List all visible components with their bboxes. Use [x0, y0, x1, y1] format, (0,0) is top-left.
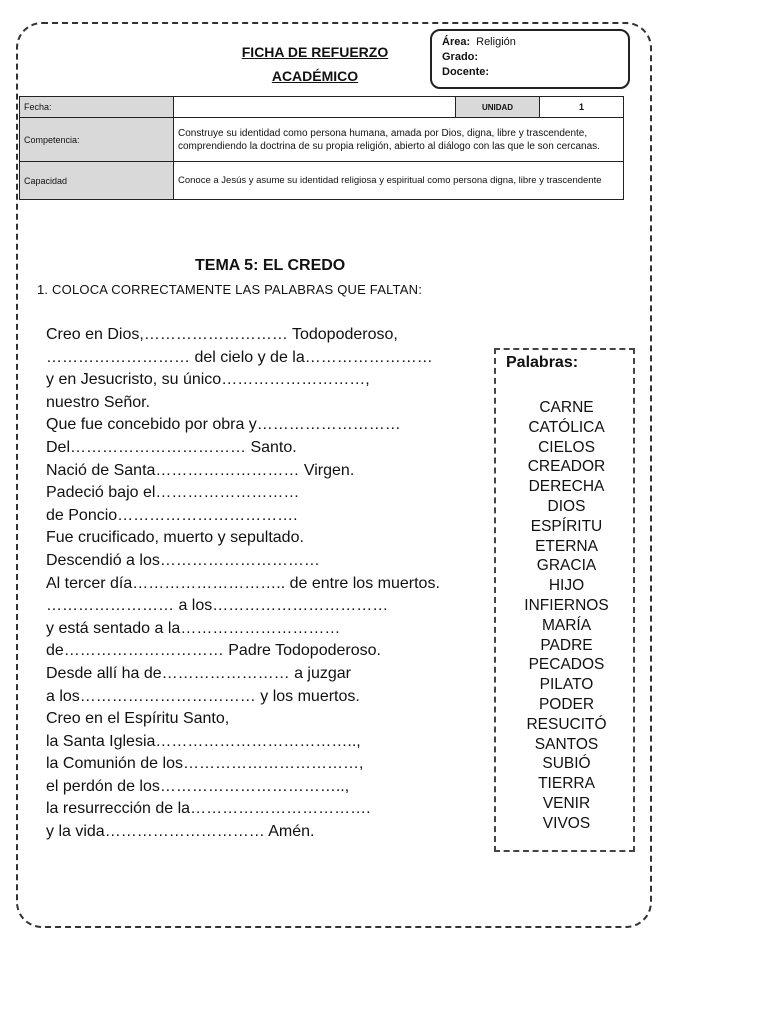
poem-line: la Comunión de los……………………………,	[46, 755, 364, 773]
word-item: GRACIA	[536, 557, 597, 575]
poem-line: Desde allí ha de…………………… a juzgar	[46, 664, 351, 682]
docente-label: Docente:	[442, 66, 490, 78]
word-item: TIERRA	[538, 775, 595, 793]
competencia-text: Construye su identidad como persona humana, amada por Dios, digna, libre y trascendente, comprendiendo la doctrina de su propia religión, abierto al diálogo con las que le son cercanas.	[174, 118, 624, 162]
topic-heading: TEMA 5: EL CREDO	[195, 257, 346, 274]
poem-line: Creo en Dios,……………………… Todopoderoso,	[46, 326, 398, 343]
title-line-2: ACADÉMICO	[271, 68, 359, 84]
word-item: ESPÍRITU	[530, 517, 603, 535]
poem-line: Del…………………………… Santo.	[46, 438, 297, 456]
capacidad-text: Conoce a Jesús y asume su identidad religiosa y espiritual como persona digna, libre y trascendente	[174, 162, 624, 200]
meta-table	[19, 96, 624, 200]
word-item: RESUCITÓ	[526, 715, 607, 733]
word-item: DIOS	[547, 497, 586, 515]
word-item: MARÍA	[541, 616, 592, 634]
word-item: VIVOS	[542, 814, 591, 832]
word-item: ETERNA	[535, 537, 598, 555]
poem-line: la resurrección de la…………………………….	[46, 800, 371, 818]
instruction-text: 1. COLOCA CORRECTAMENTE LAS PALABRAS QUE FALTAN:	[37, 282, 423, 297]
word-item: PECADOS	[528, 656, 605, 674]
poem-line: …………………… a los……………………………	[46, 597, 389, 615]
poem-line: Nació de Santa……………………… Virgen.	[46, 461, 355, 479]
word-item: PADRE	[540, 636, 593, 654]
fecha-label: Fecha:	[20, 97, 174, 118]
word-item: VENIR	[542, 794, 591, 812]
word-item: CARNE	[539, 399, 594, 416]
poem-line: el perdón de los……………………………..,	[46, 777, 350, 795]
grado-label: Grado:	[442, 51, 479, 63]
poem-line: y en Jesucristo, su único………………………,	[46, 371, 370, 389]
word-item: PILATO	[539, 676, 594, 694]
word-item: SANTOS	[534, 735, 599, 753]
poem-line: Padeció bajo el………………………	[46, 484, 300, 502]
area-label: Área:	[442, 36, 471, 48]
poem-line: de Poncio…………………………….	[46, 506, 298, 524]
info-box	[430, 29, 630, 89]
capacidad-label: Capacidad	[20, 162, 174, 200]
word-bank-title: Palabras:	[506, 354, 579, 371]
poem-line: nuestro Señor.	[46, 393, 151, 411]
poem-line: y la vida………………………… Amén.	[46, 823, 315, 841]
poem-line: y está sentado a la…………………………	[46, 619, 341, 637]
word-item: CATÓLICA	[528, 418, 605, 436]
word-item: HIJO	[548, 577, 585, 595]
poem-line: ……………………… del cielo y de la……………………	[46, 348, 433, 366]
page-title	[220, 40, 410, 88]
fecha-field[interactable]	[174, 97, 456, 118]
poem-line: la Santa Iglesia………………………………..,	[46, 732, 361, 750]
area-value: Religión	[476, 36, 516, 48]
competencia-label: Competencia:	[20, 118, 174, 162]
word-list	[496, 398, 637, 834]
unidad-value: 1	[540, 97, 624, 118]
poem-line: Que fue concebido por obra y………………………	[46, 416, 401, 434]
word-item: INFIERNOS	[524, 596, 609, 614]
title-line-1: FICHA DE REFUERZO	[241, 44, 389, 60]
poem-line: de………………………… Padre Todopoderoso.	[46, 642, 381, 660]
credo-text	[46, 324, 486, 844]
word-item: SUBIÓ	[542, 755, 591, 773]
poem-line: Al tercer día……………………….. de entre los muertos.	[46, 574, 440, 592]
poem-line: Fue crucificado, muerto y sepultado.	[46, 529, 304, 547]
word-bank	[494, 348, 635, 852]
word-item: CREADOR	[527, 458, 606, 476]
word-item: DERECHA	[528, 478, 605, 496]
word-item: PODER	[538, 695, 595, 713]
poem-line: Descendió a los…………………………	[46, 551, 320, 569]
unidad-label: UNIDAD	[456, 97, 540, 118]
poem-line: a los…………………………… y los muertos.	[46, 687, 360, 705]
poem-line: Creo en el Espíritu Santo,	[46, 710, 230, 728]
word-item: CIELOS	[538, 438, 595, 456]
